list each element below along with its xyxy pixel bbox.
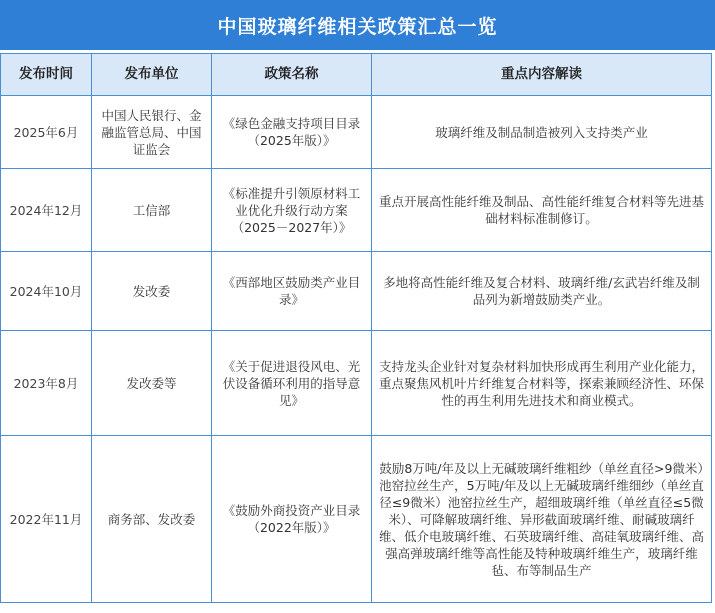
cell-date: 2022年11月	[1, 436, 92, 603]
cell-policy: 《西部地区鼓励类产业目录》	[212, 252, 372, 331]
table-row	[1, 436, 712, 603]
table-row	[1, 169, 712, 252]
cell-issuer: 工信部	[92, 169, 212, 252]
header-date: 发布时间	[1, 54, 92, 96]
cell-policy: 《关于促进退役风电、光伏设备循环利用的指导意见》	[212, 331, 372, 436]
cell-issuer: 发改委等	[92, 331, 212, 436]
cell-policy: 《绿色金融支持项目目录（2025年版）》	[212, 96, 372, 169]
cell-content: 重点开展高性能纤维及制品、高性能纤维复合材料等先进基础材料标准制修订。	[372, 169, 712, 252]
cell-date: 2024年10月	[1, 252, 92, 331]
page-title: 中国玻璃纤维相关政策汇总一览	[0, 0, 715, 50]
header-issuer: 发布单位	[92, 54, 212, 96]
cell-issuer: 商务部、发改委	[92, 436, 212, 603]
cell-date: 2024年12月	[1, 169, 92, 252]
cell-issuer: 发改委	[92, 252, 212, 331]
cell-policy: 《标准提升引领原材料工业优化升级行动方案（2025－2027年）》	[212, 169, 372, 252]
cell-content: 多地将高性能纤维及复合材料、玻璃纤维/玄武岩纤维及制品列为新增鼓励类产业。	[372, 252, 712, 331]
cell-content: 支持龙头企业针对复杂材料加快形成再生利用产业化能力，重点聚焦风机叶片纤维复合材料等，探索兼顾经济性、环保性的再生利用先进技术和商业模式。	[372, 331, 712, 436]
table-row	[1, 96, 712, 169]
cell-policy: 《鼓励外商投资产业目录（2022年版）》	[212, 436, 372, 603]
policy-table	[0, 53, 712, 603]
header-content: 重点内容解读	[372, 54, 712, 96]
table-row	[1, 252, 712, 331]
cell-date: 2023年8月	[1, 331, 92, 436]
header-policy: 政策名称	[212, 54, 372, 96]
cell-content: 玻璃纤维及制品制造被列入支持类产业	[372, 96, 712, 169]
cell-issuer: 中国人民银行、金融监管总局、中国证监会	[92, 96, 212, 169]
table-header-row	[1, 54, 712, 96]
cell-date: 2025年6月	[1, 96, 92, 169]
cell-content: 鼓励8万吨/年及以上无碱玻璃纤维粗纱（单丝直径>9微米）池窑拉丝生产，5万吨/年及以上无碱玻璃纤维细纱（单丝直径≤9微米）池窑拉丝生产，超细玻璃纤维（单丝直径≤5微米）、可降解玻璃纤维、异形截面玻璃纤维、耐碱玻璃纤维、低介电玻璃纤维、石英玻璃纤维、高硅氧玻璃纤维、高强高弹玻璃纤维等高性能及特种玻璃纤维生产，玻璃纤维毡、布等制品生产	[372, 436, 712, 603]
table-row	[1, 331, 712, 436]
